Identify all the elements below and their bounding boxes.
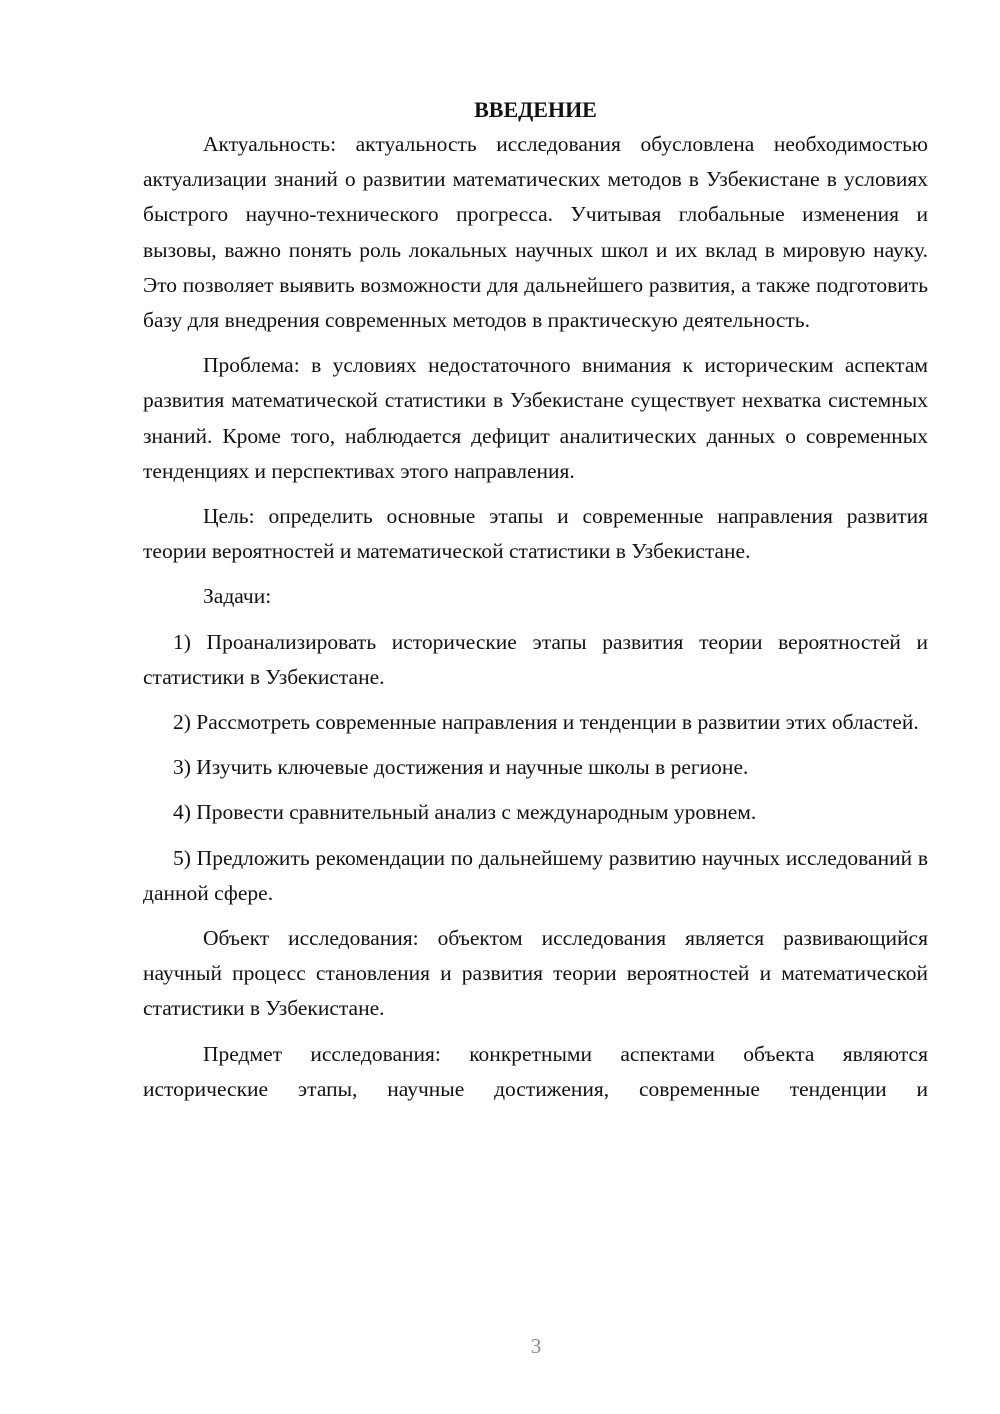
section-title: ВВЕДЕНИЕ [474, 97, 597, 122]
task-item-5: 5) Предложить рекомендации по дальнейшему развитию научных исследований в данной сфере. [143, 845, 928, 905]
paragraph-relevance: Актуальность: актуальность исследования обусловлена необходимостью актуализации знаний о развитии математических методов в Узбекистане в условиях быстрого научно-технического прогресса. Учитывая глобальные изменения и вызовы, важно понять роль локальных научных школ и их вклад в мировую науку. Это позволяет выявить возможности для дальнейшего развития, а также подготовить базу для внедрения современных методов в практическую деятельность. [143, 132, 928, 333]
paragraph-tasks-heading: Задачи: [203, 584, 272, 609]
task-item-2: 2) Рассмотреть современные направления и тенденции в развитии этих областей. [173, 710, 919, 735]
task-item-3: 3) Изучить ключевые достижения и научные школы в регионе. [173, 755, 749, 780]
page-number: 3 [530, 1334, 542, 1358]
paragraph-goal: Цель: определить основные этапы и современные направления развития теории вероятностей и математической статистики в Узбекистане. [143, 504, 928, 564]
paragraph-subject: Предмет исследования: конкретными аспектами объекта являются исторические этапы, научные достижения, современные тенденции и [143, 1041, 928, 1101]
document-page [143, 92, 928, 1107]
task-item-4: 4) Провести сравнительный анализ с международным уровнем. [173, 800, 757, 825]
paragraph-problem: Проблема: в условиях недостаточного внимания к историческим аспектам развития математической статистики в Узбекистане существует нехватка системных знаний. Кроме того, наблюдается дефицит аналитических данных о современных тенденциях и перспективах этого направления. [143, 353, 928, 483]
task-item-1: 1) Проанализировать исторические этапы развития теории вероятностей и статистики в Узбекистане. [143, 629, 928, 689]
paragraph-object: Объект исследования: объектом исследования является развивающийся научный процесс становления и развития теории вероятностей и математической статистики в Узбекистане. [143, 926, 928, 1021]
